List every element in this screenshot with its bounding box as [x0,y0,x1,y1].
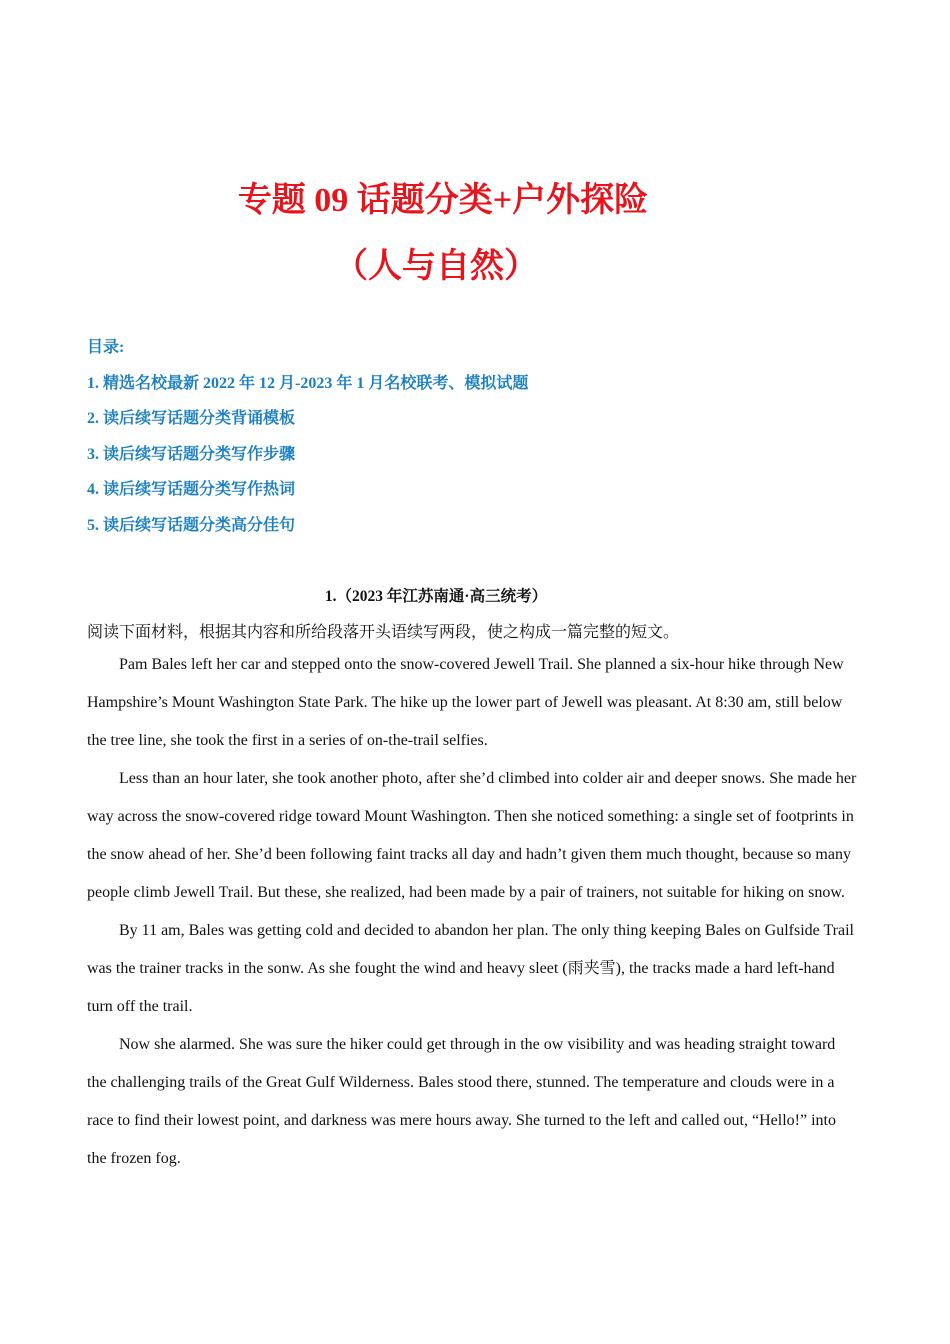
document-title: 专题 09 话题分类+户外探险 [237,182,649,219]
toc-heading: 目录: [87,339,125,356]
table-of-contents [87,337,528,550]
toc-item: 5. 读后续写话题分类高分佳句 [87,516,296,534]
reading-passage [87,646,857,1178]
passage-paragraph: Less than an hour later, she took another photo, after she’d climbed into colder air and deeper snows. She made her way across the snow-covered ridge toward Mount Washington. Then she noticed something: a single set of footprints in the snow ahead of her. She’d been following faint tracks all day and hadn’t given them much thought, because so many people climb Jewell Trail. But these, she realized, had been made by a pair of trainers, not suitable for hiking on snow. [87,770,857,901]
passage-paragraph: By 11 am, Bales was getting cold and decided to abandon her plan. The only thing keeping Bales on Gulfside Trail was the trainer tracks in the sonw. As she fought the wind and heavy sleet (雨夹雪), the tracks made a hard left-hand turn off the trail. [87,922,854,1015]
toc-item: 3. 读后续写话题分类写作步骤 [87,445,296,463]
question-instruction: 阅读下面材料，根据其内容和所给段落开头语续写两段，使之构成一篇完整的短文。 [87,624,680,641]
document-subtitle: （人与自然） [334,248,538,285]
toc-item: 1. 精选名校最新 2022 年 12 月-2023 年 1 月名校联考、模拟试题 [87,374,529,392]
question-heading: 1.（2023 年江苏南通·高三统考） [324,588,548,605]
toc-item: 4. 读后续写话题分类写作热词 [87,481,296,498]
toc-item: 2. 读后续写话题分类背诵模板 [87,410,296,427]
passage-paragraph: Now she alarmed. She was sure the hiker could get through in the ow visibility and was heading straight toward the challenging trails of the Great Gulf Wilderness. Bales stood there, stunned. The temperature and clouds were in a race to find their lowest point, and darkness was mere hours away. She turned to the left and called out, “Hello!” into the frozen fog. [87,1036,836,1167]
passage-paragraph: Pam Bales left her car and stepped onto the snow-covered Jewell Trail. She planned a six-hour hike through New Hampshire’s Mount Washington State Park. The hike up the lower part of Jewell was pleasant. At 8:30 am, still below the tree line, she took the first in a series of on-the-trail selfies. [87,656,844,749]
